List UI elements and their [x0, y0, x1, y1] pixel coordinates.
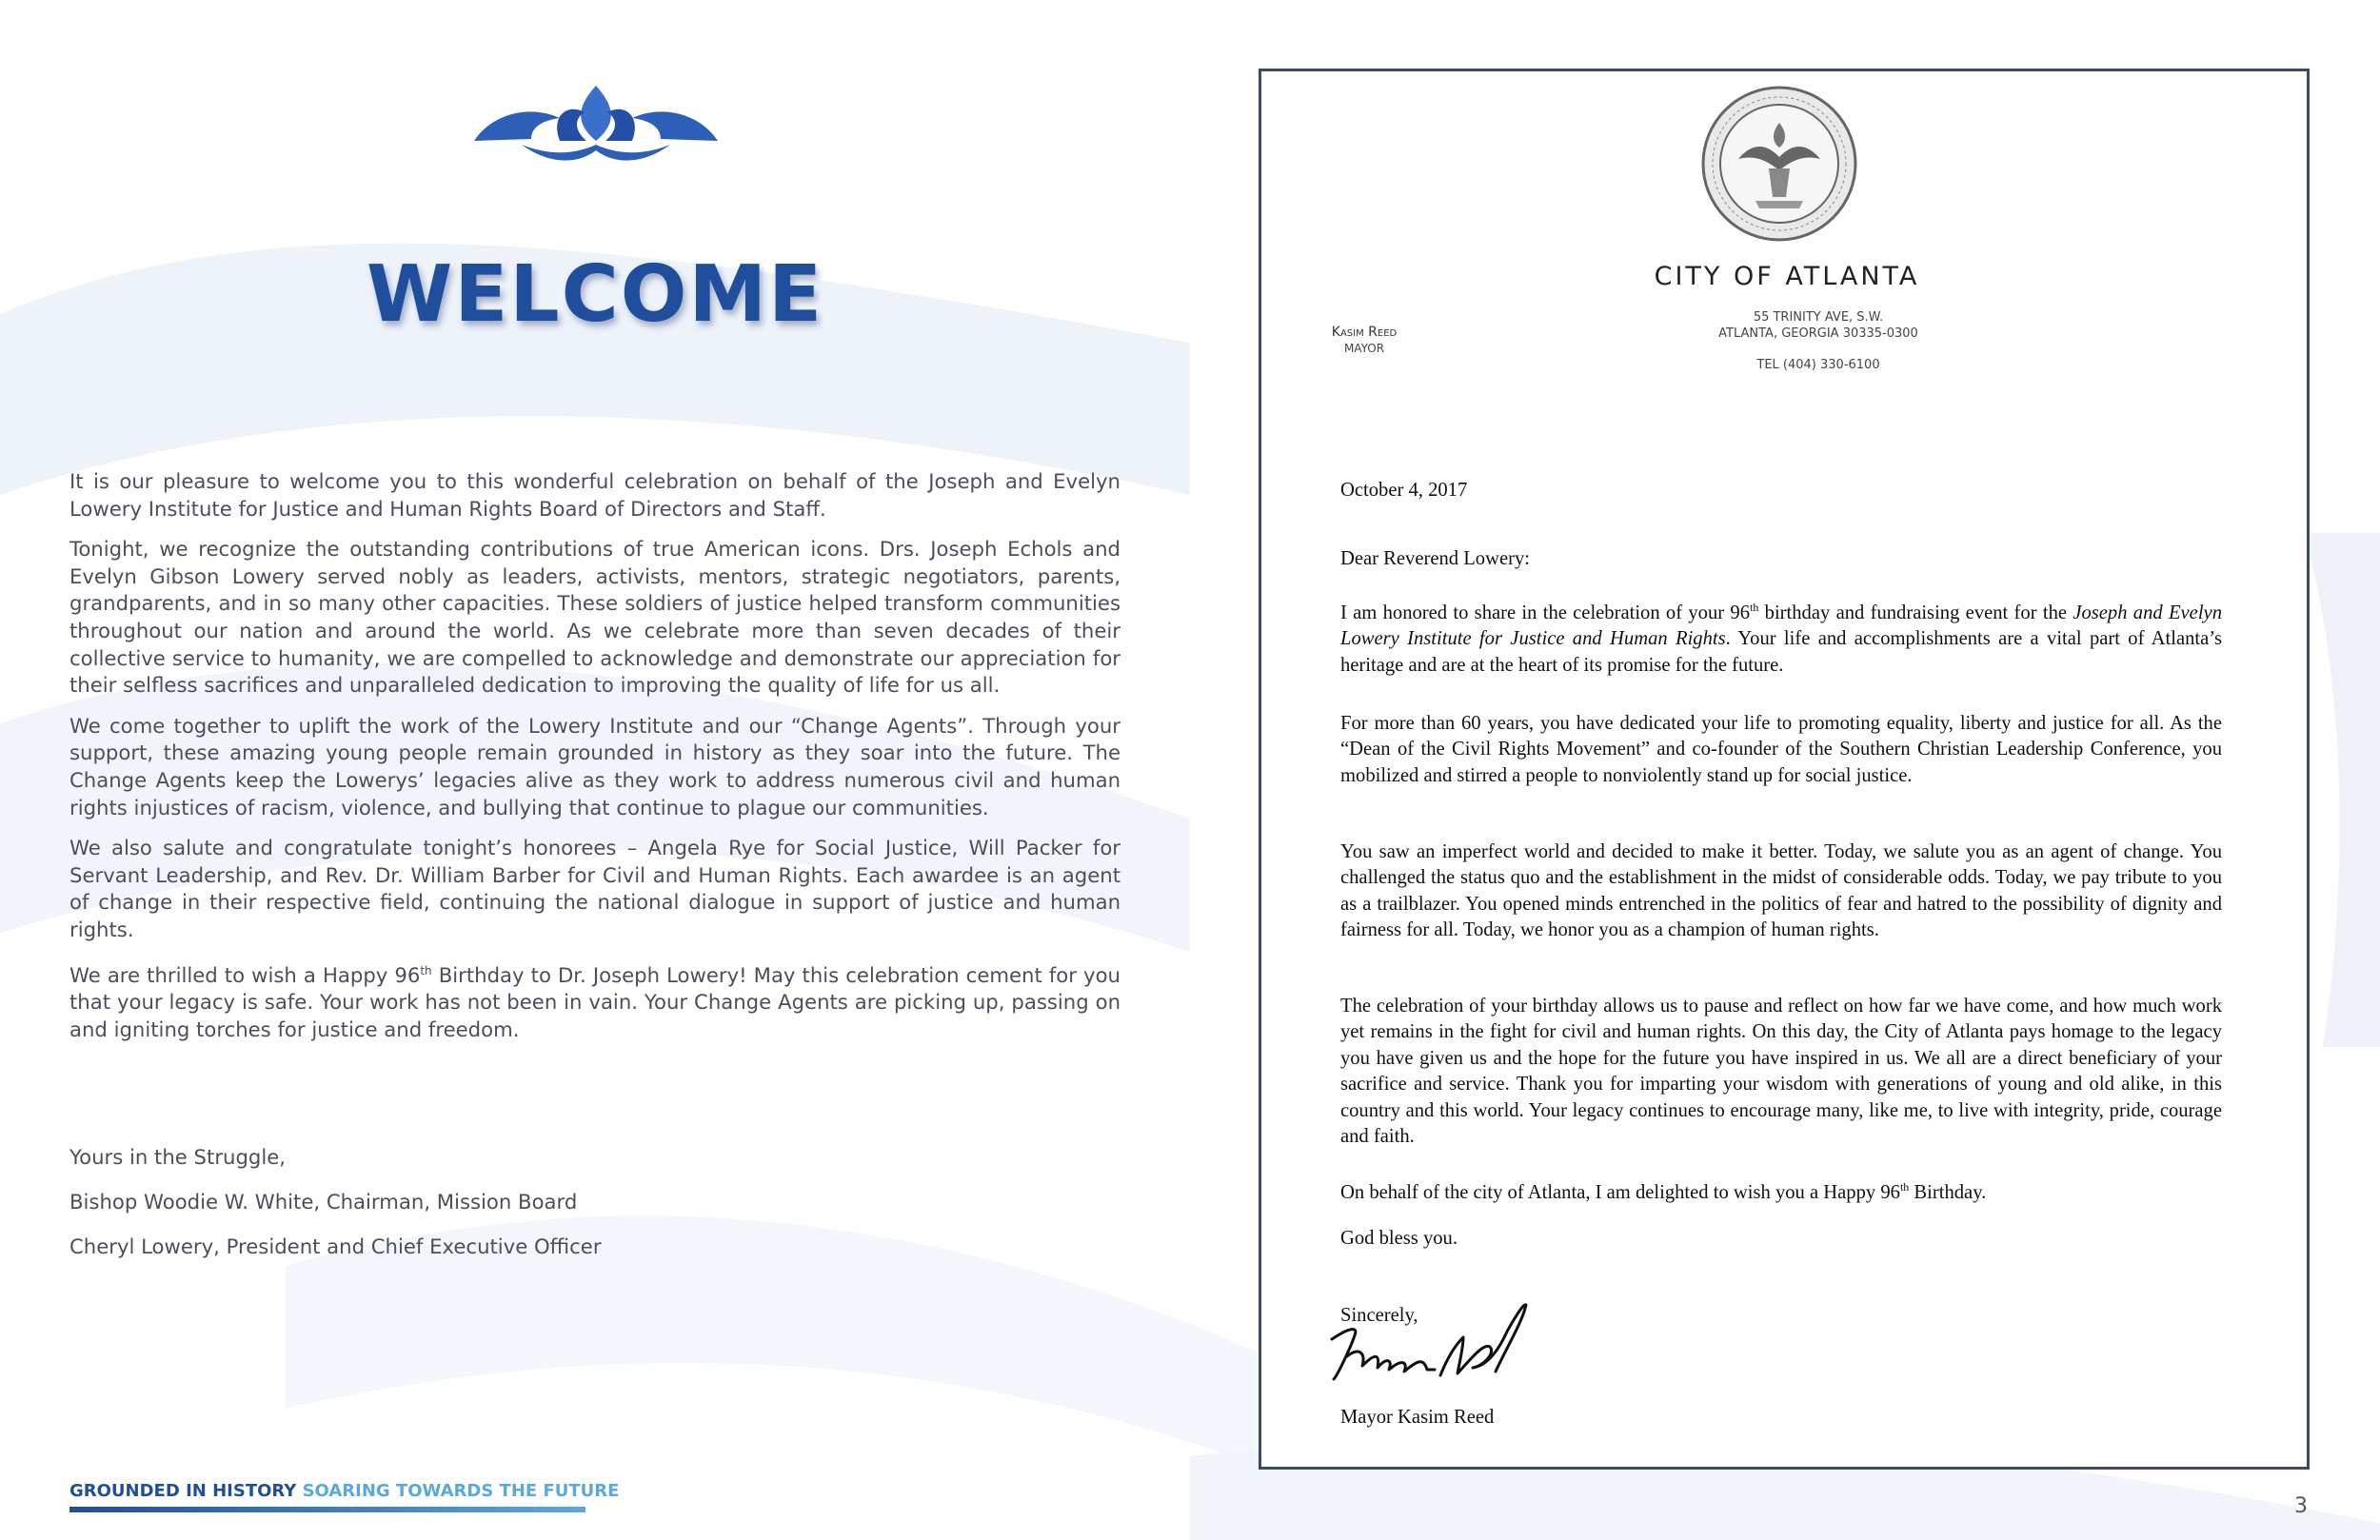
letter-paragraph: I am honored to share in the celebration of your 96th birthday and fundraising event for the Joseph and Evelyn Lowery Institute for Justice and Human Rights. Your life and accomplishments are a vital part of Atlanta’s heritage and are at the heart of its promise for the future. — [1340, 601, 2222, 676]
letter-paragraph: God bless you. — [1340, 1228, 1458, 1249]
tagline — [69, 1481, 619, 1501]
letter-salutation: Dear Reverend Lowery: — [1340, 548, 1530, 569]
welcome-message — [69, 468, 1121, 1056]
closing-line: Yours in the Struggle, — [69, 1145, 287, 1169]
city-name: CITY OF ATLANTA — [1654, 262, 1920, 291]
letter-paragraph: On behalf of the city of Atlanta, I am delighted to wish you a Happy 96th Birthday. — [1340, 1180, 1987, 1203]
letter-paragraph: You saw an imperfect world and decided to make it better. Today, we salute you as an agent of change. You challenged the status quo and the establishment in the midst of considerable odds. Today, we pay tribute to you as a trailblazer. You opened minds entrenched in the politics of fear and hatred to the possibility of dignity and fairness for all. Today, we honor you as a champion of human rights. — [1340, 841, 2222, 941]
signer-line: Cheryl Lowery, President and Chief Executive Officer — [69, 1234, 602, 1258]
flourish-ornament — [112, 84, 1080, 169]
mayor-name: Kasim Reed — [1331, 325, 1398, 340]
letter-paragraph: For more than 60 years, you have dedicated your life to promoting equality, liberty and justice for all. As the “Dean of the Civil Rights Movement” and co-founder of the Southern Christian Leadership Conference, you mobilized and stirred a people to nonviolently stand up for social justice. — [1340, 713, 2222, 786]
letter-date: October 4, 2017 — [1340, 480, 1468, 501]
mayor-letter — [1259, 69, 2310, 1470]
city-address — [1628, 309, 2009, 342]
address-line: 55 TRINITY AVE, S.W. — [1753, 310, 1884, 325]
city-telephone: TEL (404) 330-6100 — [1756, 358, 1880, 372]
intro-paragraph: Tonight, we recognize the outstanding contributions of true American icons. Drs. Joseph Echols and Evelyn Gibson Lowery served nobly as leaders, activists, mentors, strategic negotiators, parents, grandparents, and in so many other capacities. These soldiers of justice helped transform communities throughout our nation and around the world. As we celebrate more than seven decades of their collective service to humanity, we are compelled to acknowledge and demonstrate our appreciation for their selfless sacrifices and unparalleled dedication to improving the quality of life for us all. — [69, 537, 1121, 698]
mayor-signature — [1320, 1290, 1577, 1385]
tagline-part-a: GROUNDED IN HISTORY — [69, 1481, 297, 1501]
tagline-underline — [69, 1507, 585, 1512]
intro-paragraph: We come together to uplift the work of the Lowery Institute and our “Change Agents”. Through your support, these amazing young people remain grounded in history as they soar into the future. The Change Agents keep the Lowerys’ legacies alive as they work to address numerous civil and human rights injustices of racism, violence, and bullying that continue to plague our communities. — [69, 713, 1121, 819]
address-line: ATLANTA, GEORGIA 30335-0300 — [1718, 326, 1918, 341]
tagline-part-b: SOARING TOWARDS THE FUTURE — [302, 1481, 620, 1501]
signer-line: Bishop Woodie W. White, Chairman, Mission Board — [69, 1190, 578, 1214]
closing-block — [69, 1145, 1021, 1279]
birthday-paragraph: We are thrilled to wish a Happy 96th Birthday to Dr. Joseph Lowery! May this celebration cement for you that your legacy is safe. Your work has not been in vain. Your Change Agents are picking up, passing on and igniting torches for justice and freedom. — [69, 962, 1121, 1041]
intro-paragraph: We also salute and congratulate tonight’s honorees – Angela Rye for Social Justice, Will Packer for Servant Leadership, and Rev. Dr. William Barber for Civil and Human Rights. Each awardee is an agent of change in their respective field, continuing the national dialogue in support of justice and human rights. — [69, 836, 1121, 941]
intro-paragraph: It is our pleasure to welcome you to this wonderful celebration on behalf of the Joseph and Evelyn Lowery Institute for Justice and Human Rights Board of Directors and Staff. — [69, 469, 1121, 521]
letter-paragraph: The celebration of your birthday allows us to pause and reflect on how far we have come, and how much work yet remains in the fight for civil and human rights. On this day, the City of Atlanta pays homage to the legacy you have given us and the hope for the future you have inspired in us. We all are a direct beneficiary of your sacrifice and service. Thank you for imparting your wisdom with generations of young and old alike, in this country and this world. Your legacy continues to encourage many, like me, to live with integrity, pride, courage and faith. — [1340, 996, 2222, 1148]
city-seal — [1700, 85, 1858, 243]
letter-valediction: Sincerely, — [1340, 1305, 1418, 1326]
page-number: 3 — [2294, 1494, 2308, 1518]
welcome-heading: WELCOME — [366, 249, 824, 340]
mayor-title: MAYOR — [1343, 342, 1385, 355]
letter-signoff: Mayor Kasim Reed — [1340, 1407, 1495, 1428]
